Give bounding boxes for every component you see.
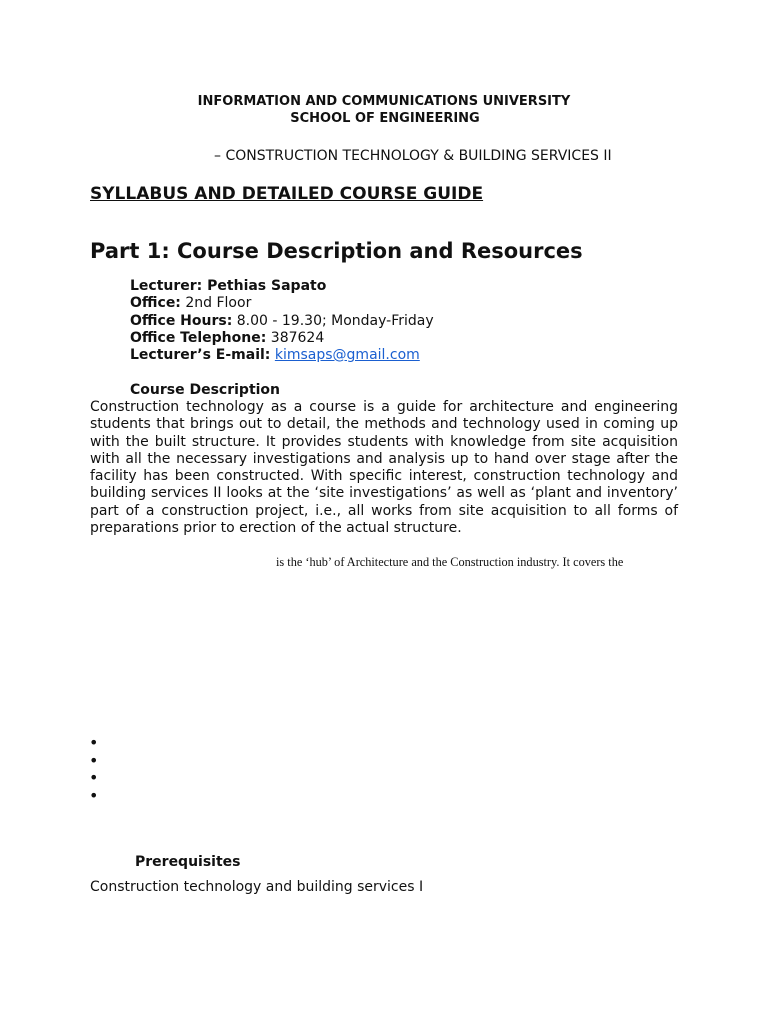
course-description-heading: Course Description: [130, 382, 281, 398]
prerequisites-text: Construction technology and building services I: [90, 879, 424, 895]
part1-heading: Part 1: Course Description and Resources: [90, 239, 583, 263]
school-name: SCHOOL OF ENGINEERING: [290, 111, 480, 126]
email-line: [130, 347, 420, 364]
office-value: 2nd Floor: [180, 295, 252, 311]
prerequisites-heading: Prerequisites: [135, 854, 241, 870]
syllabus-title: SYLLABUS AND DETAILED COURSE GUIDE: [90, 184, 484, 204]
office-label: Office:: [130, 295, 181, 311]
list-item: •: [89, 733, 99, 752]
list-item: •: [89, 768, 99, 787]
office-hours-label: Office Hours:: [130, 313, 233, 329]
university-name: INFORMATION AND COMMUNICATIONS UNIVERSITY: [197, 94, 571, 109]
email-link[interactable]: kimsaps@gmail.com: [274, 347, 420, 363]
office-hours-value: 8.00 - 19.30; Monday-Friday: [232, 313, 434, 329]
lecturer-label: Lecturer: Pethias Sapato: [130, 278, 327, 294]
office-telephone-line: [130, 330, 324, 347]
course-description-text: Construction technology as a course is a guide for architecture and engineering students that brings out to detail, the methods and technology used in coming up with the built structure. It provides students with knowledge from site acquisition with all the necessary investigations and analysis up to hand over stage after the facility has been constructed. With specific interest, construction technology and building services II looks at the ‘site investigations’ as well as ‘plant and inventory’ part of a construction project, i.e., all works from site acquisition to all forms of preparations prior to erection of the actual structure.: [90, 399, 678, 537]
office-telephone-value: 387624: [266, 330, 325, 346]
office-hours-line: [130, 313, 434, 330]
email-label: Lecturer’s E-mail:: [130, 347, 271, 363]
description-fragment: is the ‘hub’ of Architecture and the Construction industry. It covers the: [276, 555, 624, 569]
course-code: – CONSTRUCTION TECHNOLOGY & BUILDING SERVICES II: [214, 148, 612, 164]
lecturer-line: [130, 278, 326, 295]
office-line: [130, 295, 251, 312]
bullet-list: [89, 734, 98, 804]
office-telephone-label: Office Telephone:: [130, 330, 267, 346]
list-item: •: [89, 785, 99, 805]
list-item: •: [89, 750, 99, 770]
